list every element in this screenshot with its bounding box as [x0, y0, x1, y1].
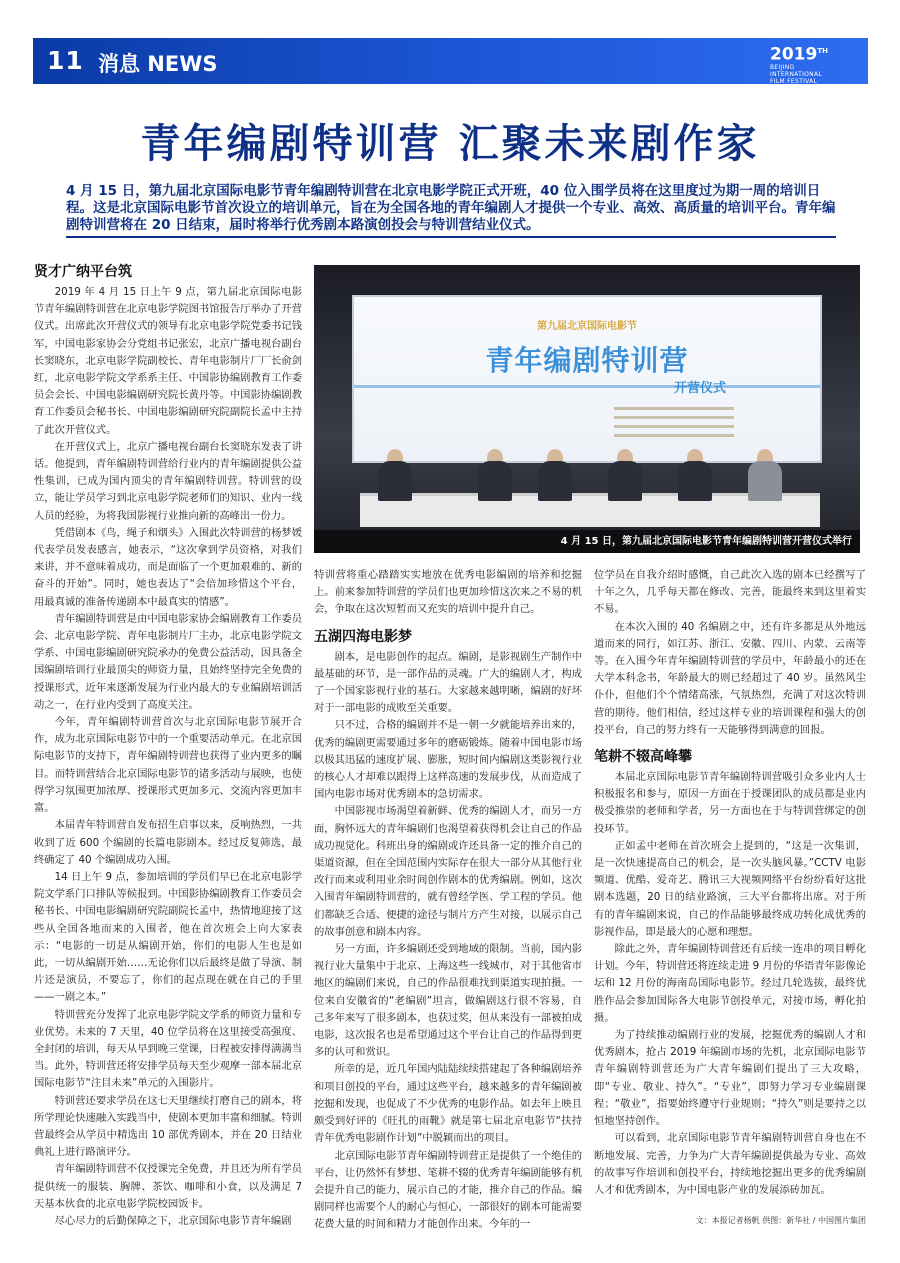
paragraph: 另一方面，许多编剧还受到地域的限制。当前，国内影视行业大量集中于北京、上海这些一线城市，对于其他省市地区的编剧们来说，自己的作品很难找到渠道实现拍摄。一位来自安徽省的“老编剧”坦言，做编剧这行很不容易，自己多年来写了很多剧本，也获过奖，但从来没有一部被拍成电影，这次报名也是希望通过这个平台让自己的作品得到更多的认可和赏识。: [314, 943, 582, 1059]
festival-line-3: FILM FESTIVAL: [770, 77, 818, 85]
column-1: [34, 262, 302, 1230]
event-photo: [314, 265, 860, 553]
paragraph: 中国影视市场渴望着新鲜、优秀的编剧人才，而另一方面，胸怀远大的青年编剧们也渴望着获得机会让自己的作品成功视觉化。科班出身的编剧或许还具备一定的推介自己的渠道资源，但在全国范围内实际存在很大一部分从其他行业改行而来或利用业余时间创作剧本的优秀编剧。例如，这次入围青年编剧特训营的，就有曾经学医、学工程的学员。他们都缺乏合适、便捷的途径与制片方产生对接，以展示自己的故事创意和剧本内容。: [314, 805, 582, 938]
speaker: [678, 461, 712, 501]
paragraph: 在本次入围的 40 名编剧之中，还有许多都是从外地远道而来的同行，如江苏、浙江、安徽、四川、内蒙、云南等等。在入围今年青年编剧特训营的学员中，年龄最小的还在大学本科念书，年龄最大的则已经超过了 40 岁。虽然风尘仆仆，但他们个个情绪高涨，气氛热烈，充满了对这次特训营的期待。他们相信，经过这样专业的培训课程和强大的创投平台，自己的努力终有一天能够得到满意的回报。: [594, 620, 866, 736]
paragraph: 所幸的是，近几年国内陆陆续续搭建起了各种编剧培养和项目创投的平台，通过这些平台，越来越多的青年编剧被挖掘和发现，也促成了不少优秀的电影作品。如去年上映且颇受到好评的《旺扎的雨靴》就是第七届北京电影节“扶持青年优秀电影剧作计划”中脱颖而出的项目。: [314, 1063, 582, 1145]
paragraph: 北京国际电影节青年编剧特训营正是提供了一个绝佳的平台，让仍然怀有梦想、笔耕不辍的优秀青年编剧能够有机会提升自己的能力，展示自己的才能，推介自己的作品。编剧同样也需要个人的耐心与恒心，一部很好的剧本可能需要花费大量的时间和精力才能创作出来。今年的一: [314, 1149, 582, 1231]
paragraph: 在开营仪式上，北京广播电视台副台长窦晓东发表了讲话。他提到，青年编剧特训营给行业内的青年编剧提供公益性集训，已成为国内顶尖的青年编剧特训营。特训营的设立，能让学员学习到北京电影学院老师们的知识、业内一线人员的经验，为将我国影视行业推向新的高峰出一份力。: [34, 440, 302, 522]
stage-screen: [352, 295, 822, 463]
column-3: [594, 567, 866, 1199]
screen-organizer-lines: [614, 407, 734, 443]
screen-subtitle: 第九届北京国际电影节: [537, 321, 637, 332]
page-number: 11: [47, 46, 84, 75]
paragraph: 剧本，是电影创作的起点。编剧，是影视剧生产制作中最基础的环节，是一部作品的灵魂。广大的编剧人才，构成了一个国家影视行业的基石。大家越来越明晰，编剧的好坏对于一部电影的成败至关重要。: [314, 650, 582, 715]
speaker: [478, 461, 512, 501]
speaker: [608, 461, 642, 501]
paragraph: 凭借剧本《鸟，绳子和烟头》入围此次特训营的杨梦媛代表学员发表感言，她表示，“这次拿到学员资格，对我们来讲，并不意味着成功，而是面临了一个更加艰难的、新的奋斗的开始”。同时，她也表达了“会倍加珍惜这个平台，用最真诚的准备传递剧本中最真实的情感”。: [34, 526, 302, 608]
paragraph: 特训营还要求学员在这七天里继续打磨自己的剧本，将所学理论快速融入实践当中，使剧本更加丰富和细腻。特训营最终会从学员中精选出 10 部优秀剧本，并在 20 日结业典礼上进行路演评分。: [34, 1094, 302, 1159]
column-2: [314, 567, 582, 1234]
screen-ceremony: 开营仪式: [673, 381, 726, 396]
speaker: [538, 461, 572, 501]
paragraph: 青年编剧特训营不仅授课完全免费，并且还为所有学员提供统一的服装、胸牌、茶饮、咖啡和小食，以及满足 7 天基本伙食的北京电影学院校园饭卡。: [34, 1163, 302, 1210]
festival-logo: [770, 42, 852, 85]
section-label: 消息 NEWS: [98, 52, 218, 76]
speaker: [378, 461, 412, 501]
festival-line-2: INTERNATIONAL: [770, 70, 823, 78]
paragraph: 除此之外，青年编剧特训营还有后续一连串的项目孵化计划。今年，特训营还将连续走进 9 月份的华语青年影像论坛和 12 月份的海南岛国际电影节。经过几轮选拔，最终优胜作品会参加国际各大电影节创投单元，对接市场，孵化拍摄。: [594, 943, 866, 1024]
paragraph: 本届北京国际电影节青年编剧特训营吸引众多业内人士积极报名和参与，原因一方面在于授课团队的成员都是业内极受推崇的老师和学者，另一方面也在于与特训营绑定的创投环节。: [594, 771, 866, 835]
paragraph: 本届青年特训营自发布招生启事以来，反响热烈，一共收到了近 600 个编剧的长篇电影剧本。经过反复筛选，最终确定了 40 个编剧成功入围。: [34, 819, 302, 866]
subheading-3: 笔耕不辍高峰攀: [594, 749, 692, 766]
screen-stripe: [354, 385, 820, 388]
page-header-bar: [33, 38, 868, 84]
paragraph: 青年编剧特训营是由中国电影家协会编剧教育工作委员会、北京电影学院、青年电影制片厂主办，北京电影学院文学系、中国电影编剧研究院承办的免费公益活动，因具备全国编剧培训行业最顶尖的师资力量，且始终坚持完全免费的授课形式，近年来逐渐发展为行业内最大的专业编剧培训活动之一，在行业内受到了高度关注。: [34, 612, 302, 711]
paragraph: 正如孟中老师在首次班会上提到的，“这是一次集训，是一次快速提高自己的机会，是一次头脑风暴。”CCTV 电影频道、优酷、爱奇艺、腾讯三大视频网络平台纷纷看好这批剧本选题，20 日的结业路演，三大平台都将出席。对于所有的青年编剧来说，自己的作品能够最终成功转化成优秀的影视作品，即是最大的心愿和理想。: [594, 839, 866, 938]
screen-title: 青年编剧特训营: [485, 344, 689, 377]
subheading-2: 五湖四海电影梦: [314, 628, 412, 645]
paragraph: 特训营将重心踏踏实实地放在优秀电影编剧的培养和挖掘上。前来参加特训营的学员们也更加珍惜这次来之不易的机会，争取在这次短暂而又充实的培训中提升自己。: [314, 569, 582, 616]
paragraph: 2019 年 4 月 15 日上午 9 点，第九届北京国际电影节青年编剧特训营在北京电影学院图书馆报告厅举办了开营仪式。出席此次开营仪式的领导有北京电影学院党委书记钱军，中国电影家协会分党组书记张宏，北京广播电视台副台长窦晓东，北京电影学院副校长、青年电影制片厂厂长俞剑红，北京电影学院文学系系主任、中国影协编剧教育工作委员会会长、中国电影编剧研究院长黄丹等。中国影协编剧教育工作委员会秘书长、中国电影编剧研究院副院长孟中主持了此次开营仪式。: [34, 286, 302, 436]
paragraph: 位学员在自我介绍时感慨，自己此次入选的剧本已经撰写了十年之久，几乎每天都在修改、完善，能最终来到这里着实不易。: [594, 569, 866, 616]
photo-caption: 4 月 15 日，第九届北京国际电影节青年编剧特训营开营仪式举行: [314, 530, 860, 553]
paragraph: 尽心尽力的后勤保障之下，北京国际电影节青年编剧: [54, 1214, 292, 1227]
paragraph: 只不过，合格的编剧并不是一朝一夕就能培养出来的，优秀的编剧更需要通过多年的磨砺锻炼。随着中国电影市场以极其迅猛的速度扩展、膨胀，短时间内编剧这类影视行业的核心人才却难以跟得上这样高速的发展步伐，从而造成了国内电影市场对优秀剧本的急切需求。: [314, 719, 582, 801]
paragraph: 今年，青年编剧特训营首次与北京国际电影节展开合作，成为北京国际电影节中的一个重要活动单元。在北京国际电影节的支持下，青年编剧特训营也获得了业内更多的瞩目。而特训营结合北京国际电影节的诸多活动与展映，也使得学习氛围更加浓厚、授课形式更加多元、交流内容更加丰富。: [34, 716, 302, 815]
paragraph: 为了持续推动编剧行业的发展，挖掘优秀的编剧人才和优秀剧本，抢占 2019 年编剧市场的先机，北京国际电影节青年编剧特训营还为广大青年编剧们提出了三大攻略，即“专业、敬业、持久”。“专业”，即努力学习专业编剧课程；“敬业”，指要始终遵守行业规则；“持久”则是要持之以恒地坚持创作。: [594, 1029, 866, 1128]
paragraph: 特训营充分发挥了北京电影学院文学系的师资力量和专业优势。未来的 7 天里，40 位学员将在这里接受高强度、全封闭的培训，每天从早到晚三堂课，日程被安排得满满当当。此外，特训营还将安排学员每天至少观摩一部本届北京国际电影节“注目未来”单元的入围影片。: [34, 1008, 302, 1090]
festival-year: 2019: [770, 44, 818, 65]
article-lead: 4 月 15 日，第九届北京国际电影节青年编剧特训营在北京电影学院正式开班，40 位入围学员将在这里度过为期一周的培训日程。这是北京国际电影节首次设立的培训单元，旨在为全国各地的青年编剧人才提供一个专业、高效、高质量的培训平台。青年编剧特训营将在 20 日结束，届时将举行优秀剧本路演创投会与特训营结业仪式。: [66, 183, 836, 238]
photo-credit: 文：本报记者杨帆 供图：新华社 / 中国图片集团: [695, 1216, 866, 1225]
article-headline: 青年编剧特训营 汇聚未来剧作家: [140, 121, 760, 167]
festival-edition: TH: [817, 47, 828, 55]
speaker: [748, 461, 782, 501]
subheading-1: 贤才广纳平台筑: [34, 264, 132, 280]
paragraph: 可以看到，北京国际电影节青年编剧特训营自身也在不断地发展、完善，力争为广大青年编剧提供最为专业、高效的故事写作培训和创投平台，持续地挖掘出更多的优秀编剧人才和优秀剧本，为中国电影产业的发展添砖加瓦。: [594, 1132, 866, 1196]
paragraph: 14 日上午 9 点，参加培训的学员们早已在北京电影学院文学系门口排队等候报到。中国影协编剧教育工作委员会秘书长、中国电影编剧研究院副院长孟中，热情地迎接了这些从全国各地而来的入围者，他在首次班会上向大家表示：“电影的一切是从编剧开始，你们的电影人生也是如此，一切从编剧开始……无论你们以后最终是做了导演、制片还是演员，不要忘了，你们的起点现在就在自己的手里——一剧之本。”: [34, 870, 302, 1004]
festival-line-1: BEIJING: [770, 63, 795, 71]
